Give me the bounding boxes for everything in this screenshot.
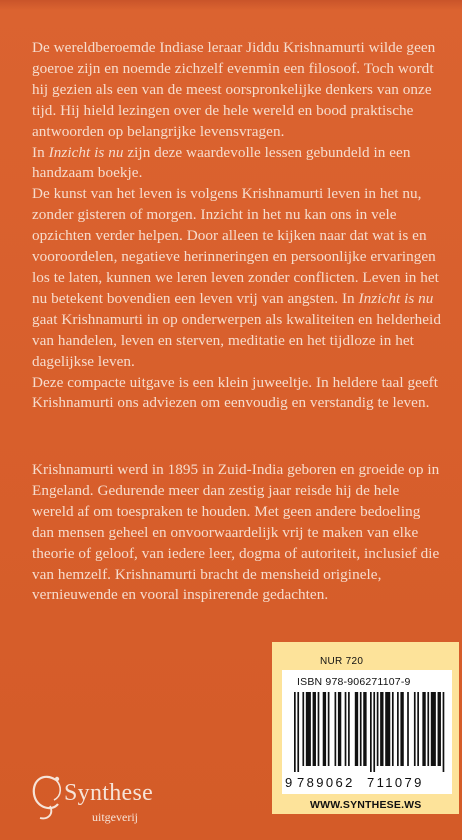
author-bio-text: Krishnamurti werd in 1895 in Zuid-India geboren en groeide op in Engeland. Gedurende meer dan zestig jaar reisde hij de hele wereld af om toespraken te houden. Met geen andere bedoeling dan mensen geheel en onvoorwaardelijk vrij te maken van elke theorie of geloof, van iedere leer, dogma of autoriteit, inclusief die van hemzelf. Krishnamurti bracht de mensheid originele, vernieuwende en vooral inspirerende gedachten. xyxy=(32,461,440,604)
barcode-bar xyxy=(377,692,379,766)
barcode-bar xyxy=(443,692,445,772)
author-bio xyxy=(32,460,442,606)
barcode-bar xyxy=(318,692,320,766)
publisher-subtitle: uitgeverij xyxy=(92,810,138,824)
ean-first-digit: 9 xyxy=(285,775,294,790)
barcode-bar xyxy=(345,692,347,766)
ean-barcode xyxy=(294,692,446,772)
isbn-number: ISBN 978-906271107-9 xyxy=(297,676,411,688)
barcode-bar xyxy=(422,692,425,766)
barcode-bar xyxy=(373,692,375,772)
barcode-bar xyxy=(438,692,441,766)
barcode-bar xyxy=(400,692,403,766)
book-title-italic: Inzicht is nu xyxy=(358,289,434,307)
barcode-bar xyxy=(313,692,316,766)
nur-code: NUR 720 xyxy=(320,656,364,667)
ean-left-digits: 789062 xyxy=(297,775,355,790)
barcode-bar xyxy=(363,692,366,766)
blurb-paragraph-3 xyxy=(32,184,442,372)
barcode-bar xyxy=(427,692,429,766)
barcode-bar xyxy=(370,692,372,772)
barcode-bar xyxy=(348,692,350,766)
blurb-p3-pre: De kunst van het leven is volgens Krishnamurti leven in het nu, zonder gisteren of morgen. Inzicht in het nu kan ons in vele opzichten verder helpen. Door alleen te kijken naar dat wat is en vooroordelen, negatieve herinneringen en persoonlijke ervaringen los te laten, kunnen we leren leven zonder conflicten. Leven in het nu betekent bovendien een leven vrij van angsten. In xyxy=(32,185,439,307)
blurb-paragraph-2 xyxy=(32,143,442,185)
barcode-bar xyxy=(392,692,394,766)
barcode-bar xyxy=(380,692,383,766)
barcode-bar xyxy=(306,692,311,766)
ean-digits xyxy=(285,775,439,790)
blurb-text xyxy=(32,38,442,414)
barcode-bar xyxy=(338,692,341,766)
book-title-italic: Inzicht is nu xyxy=(48,143,124,161)
cover-top-edge xyxy=(0,0,462,10)
barcode-bar xyxy=(328,692,330,766)
barcode-bar xyxy=(355,692,358,766)
blurb-p2-pre: In xyxy=(32,143,49,161)
barcode-bar xyxy=(407,692,409,766)
blurb-paragraph-1: De wereldberoemde Indiase leraar Jiddu Krishnamurti wilde geen goeroe zijn en noemde zichzelf evenmin een filosoof. Toch wordt hij gezien als een van de meest oorspronkelijke denkers van onze tijd. Hij hield lezingen over de hele wereld en bood praktische antwoorden op belangrijke levensvragen. xyxy=(32,39,436,140)
publisher-website: WWW.SYNTHESE.WS xyxy=(310,799,422,811)
blurb-p2-post: zijn deze waardevolle lessen gebundeld in een handzaam boekje. xyxy=(32,143,411,182)
barcode-bar xyxy=(294,692,296,772)
barcode-bar xyxy=(414,692,416,766)
blurb-p3-post: gaat Krishnamurti in op onderwerpen als kwaliteiten en helderheid van handelen, leven en sterven, meditatie en het tijdloze in het dagelijkse leven. xyxy=(32,310,441,370)
barcode-bar xyxy=(360,692,362,766)
ean-right-digits: 711079 xyxy=(367,775,424,790)
publisher-name: Synthese xyxy=(64,780,154,806)
barcode-bar xyxy=(417,692,419,766)
barcode-bar xyxy=(297,692,299,772)
barcode-bar xyxy=(302,692,304,766)
barcode-bar xyxy=(385,692,390,766)
barcode-bar xyxy=(335,692,337,766)
barcode-bar xyxy=(323,692,326,766)
blurb-paragraph-4: Deze compacte uitgave is een klein juweeltje. In heldere taal geeft Krishnamurti ons adviezen om eenvoudig en verstandig te leven. xyxy=(32,373,439,412)
barcode-bar xyxy=(397,692,399,766)
barcode-bar xyxy=(431,692,436,766)
